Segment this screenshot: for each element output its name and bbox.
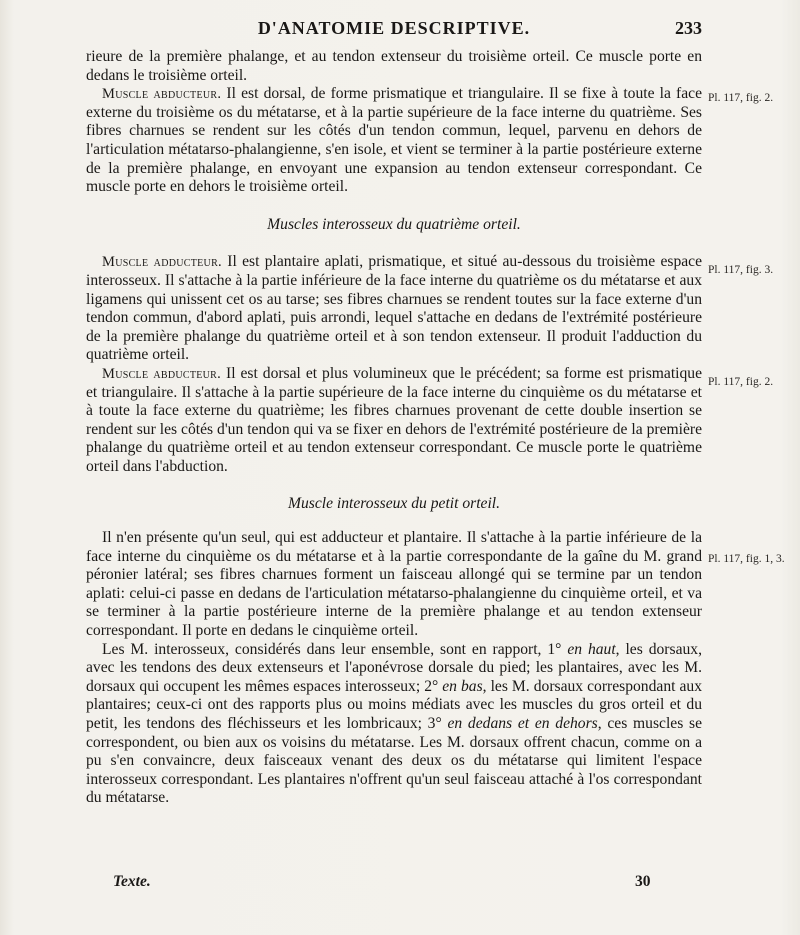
emphasis: en dedans et en dehors	[447, 715, 598, 732]
footer-label: Texte.	[113, 873, 151, 890]
paragraph-label: Muscle abducteur.	[102, 365, 222, 382]
paragraph-label: Muscle adducteur.	[102, 254, 222, 271]
paragraph-ensemble	[86, 641, 702, 808]
paragraph-text: Il est dorsal et plus volumineux que le précédent; sa forme est prismatique et triangulaire. Il s'attache à la partie supérieure de la face interne du cinquième os du métatarse et à toute la face externe du quatrième; les fibres charnues provenant de cette double insertion se rendent sur les côtés d'un tendon qui va se fixer en dehors de l'extrémité postérieure de la première phalange du quatrième orteil et au tendon extenseur correspondant. Ce muscle porte le quatrième orteil dans l'abduction.	[86, 364, 702, 475]
paragraph-text: Les M. interosseux, considérés dans leur ensemble, sont en rapport, 1°	[102, 640, 568, 658]
running-title: D'ANATOMIE DESCRIPTIVE.	[257, 18, 531, 38]
running-header	[86, 18, 702, 44]
paragraph-text: Il est plantaire aplati, prismatique, et situé au-dessous du troisième espace interosseux. Il s'attache à la partie inférieure de la face interne du quatrième os du métatarse et aux ligamens qui unissent cet os au tarse; ses fibres charnues se rendent toutes sur la face externe d'un tendon commun, d'abord aplati, puis arrondi, lequel s'attache en dedans de l'extrémité postérieure de la première phalange du quatrième orteil et à son tendon extenseur. Il produit l'adduction du quatrième orteil.	[86, 253, 703, 364]
text-column	[86, 48, 702, 808]
paragraph-petit-orteil: Il n'en présente qu'un seul, qui est adducteur et plantaire. Il s'attache à la partie inférieure de la face interne du cinquième os du métatarse et à la partie correspondante de la gaîne du M. grand péronier latéral; ses fibres charnues forment un faisceau allongé qui se termine par un tendon aplati: celui-ci passe en dedans de l'articulation métatarso-phalangienne du cinquième orteil, et va se terminer à la partie postérieure interne de la première phalange et au tendon extenseur correspondant. Il porte en dedans le cinquième orteil.	[86, 529, 702, 640]
paragraph-abducteur-quatrieme	[86, 365, 702, 477]
paragraph-continuation: rieure de la première phalange, et au tendon extenseur du troisième orteil. Ce muscle porte en dedans le troisième orteil.	[86, 48, 702, 84]
page-number: 233	[675, 18, 702, 38]
paragraph-text: , les dorsaux, avec les tendons des deux extenseurs et l'aponévrose dorsale du pied; les plantaires, avec les M. dorsaux qui occupent les mêmes espaces interosseux; 2°	[86, 640, 702, 695]
signature-mark: 30	[635, 873, 651, 890]
paragraph-adducteur-quatrieme	[86, 253, 702, 365]
paragraph-abducteur-troisieme	[86, 85, 702, 197]
margin-note-plate: Pl. 117, fig. 2.	[708, 376, 774, 388]
section-heading-petit-orteil: Muscle interosseux du petit orteil.	[287, 495, 501, 513]
section-heading-quatrieme: Muscles interosseux du quatrième orteil.	[267, 215, 521, 233]
emphasis: en bas	[442, 677, 483, 695]
paragraph-text: , les M. dorsaux correspondant aux plantaires; ceux-ci ont des rapports plus ou moins médiats avec les muscles du gros orteil et du petit, les tendons des fléchisseurs et les lombricaux; 3°	[86, 677, 702, 732]
margin-note-plate: Pl. 117, fig. 3.	[708, 264, 774, 276]
emphasis: en haut	[567, 640, 616, 658]
margin-note-plate: Pl. 117, fig. 1, 3.	[708, 553, 785, 565]
paragraph-text: , ces muscles se correspondent, ou bien aux os voisins du métatarse. Les M. dorsaux offrent chacun, comme on a pu s'en convaincre, deux faisceaux venant des deux os du métatarse qui limitent l'espace interosseux correspondant. Les plantaires n'offrent qu'un seul faisceau attaché à l'os correspondant du métatarse.	[86, 715, 703, 807]
paragraph-text: Il est dorsal, de forme prismatique et triangulaire. Il se fixe à toute la face externe du troisième os du métatarse, et à la partie supérieure de la face interne du quatrième. Ses fibres charnues se rendent sur les côtés d'un tendon commun, lequel, parvenu en dehors de l'articulation métatarso-phalangienne, s'en isole, et vient se terminer à la partie postérieure externe de la première phalange, en envoyant une expansion au tendon extenseur correspondant. Ce muscle porte en dehors le troisième orteil.	[86, 85, 702, 196]
margin-note-plate: Pl. 117, fig. 2.	[708, 92, 774, 104]
paragraph-label: Muscle abducteur.	[102, 86, 222, 103]
